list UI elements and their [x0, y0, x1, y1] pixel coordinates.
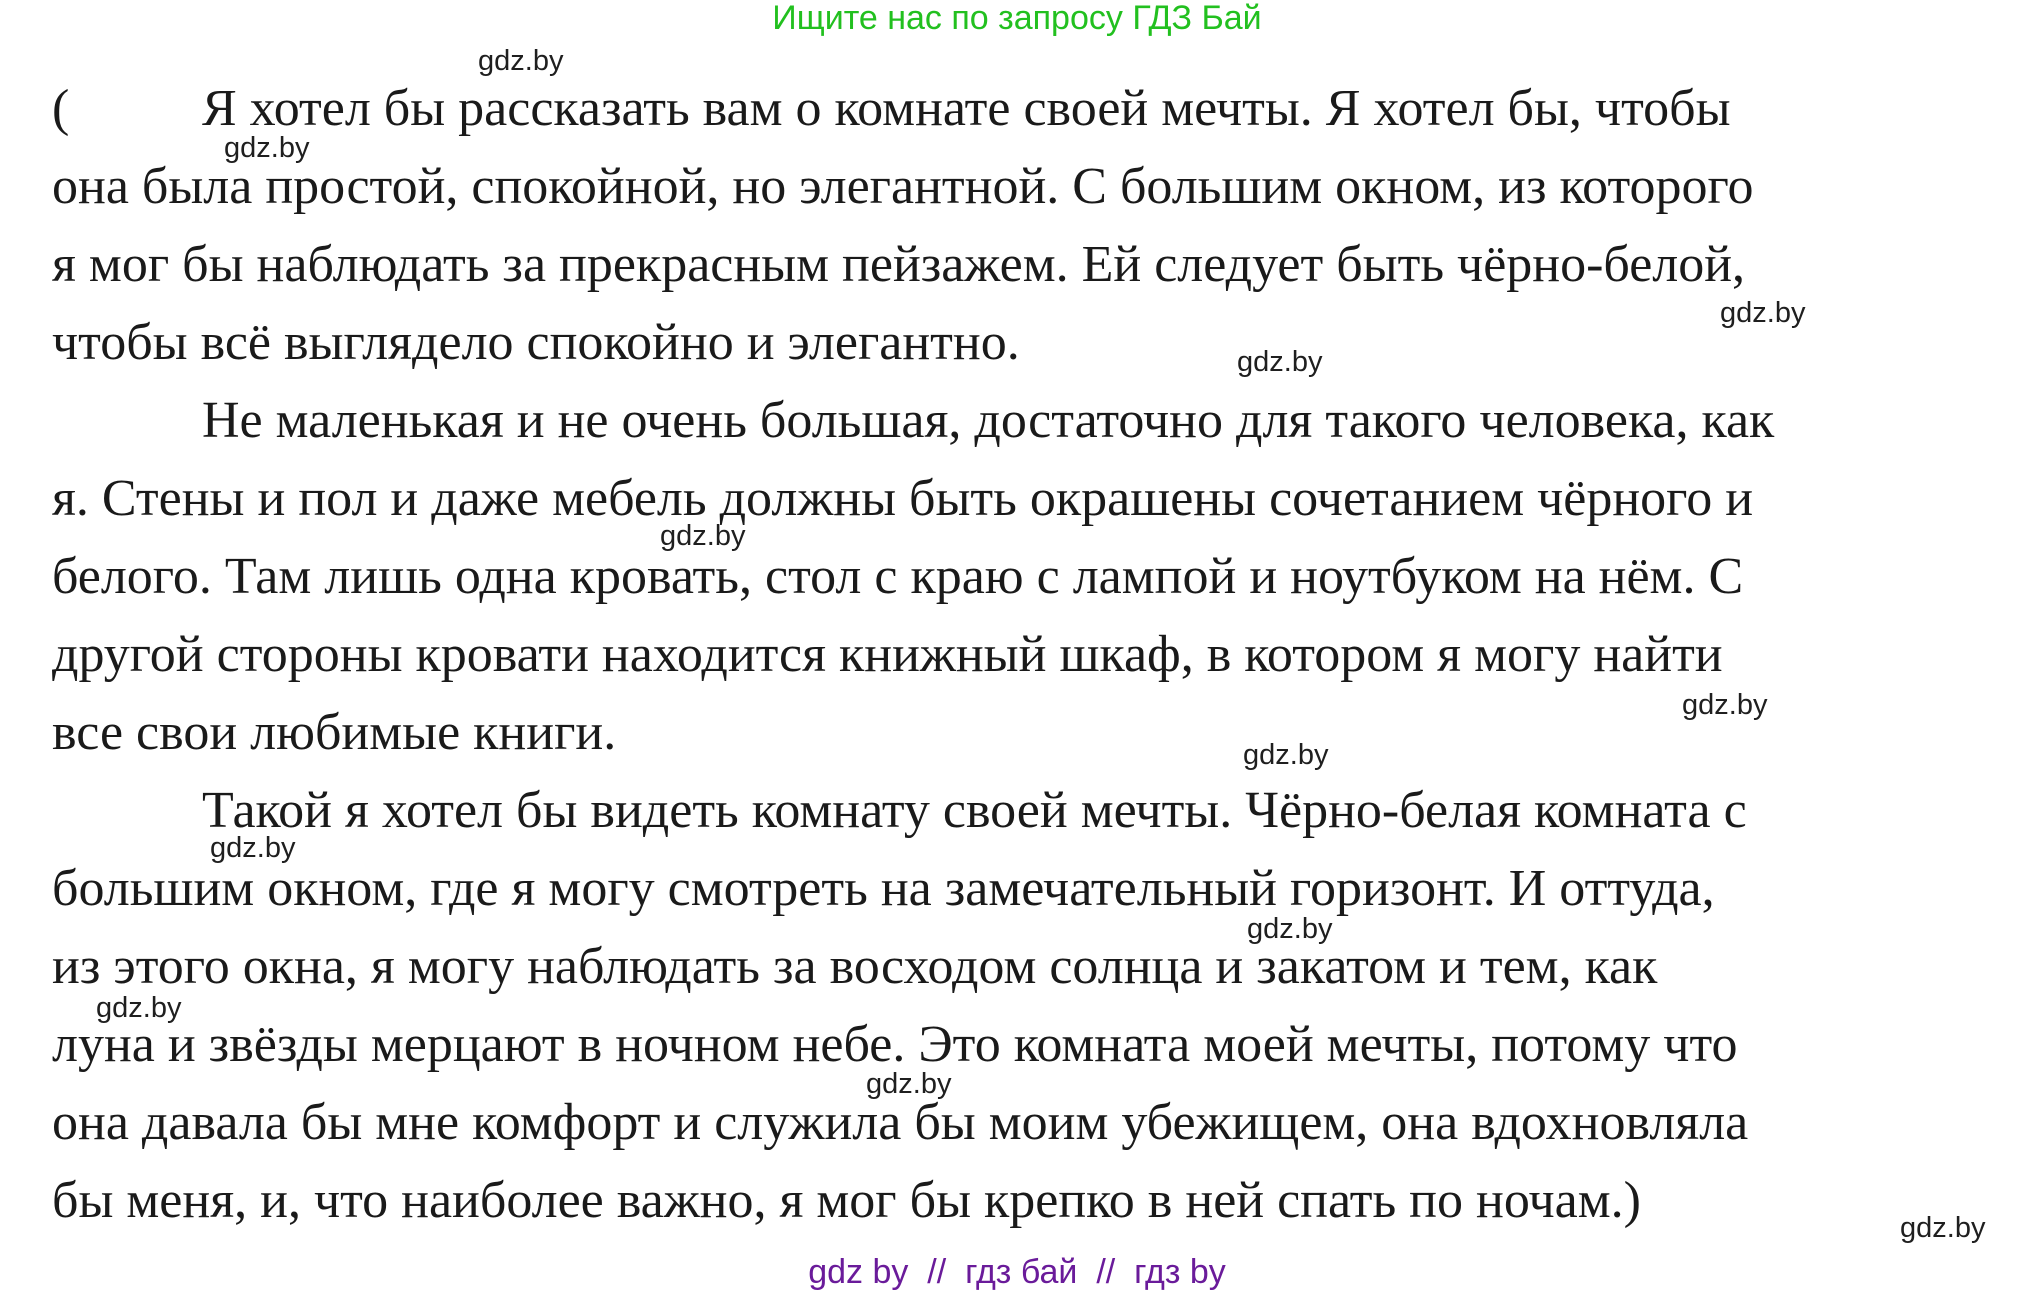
essay-line: большим окном, где я могу смотреть на замечательный горизонт. И оттуда, [52, 860, 1715, 917]
essay-line: все свои любимые книги. [52, 704, 617, 761]
essay-line: луна и звёзды мерцают в ночном небе. Это комната моей мечты, потому что [52, 1016, 1738, 1073]
essay-line: она была простой, спокойной, но элегантной. С большим окном, из которого [52, 158, 1754, 215]
watermark: gdz.by [210, 832, 296, 864]
watermark: gdz.by [1237, 346, 1323, 378]
watermark: gdz.by [866, 1068, 952, 1100]
watermark: gdz.by [1720, 297, 1806, 329]
watermark: gdz.by [660, 520, 746, 552]
essay-line: чтобы всё выглядело спокойно и элегантно. [52, 314, 1020, 371]
watermark: gdz.by [1682, 689, 1768, 721]
top-banner: Ищите нас по запросу ГДЗ Бай [772, 0, 1262, 37]
watermark: gdz.by [478, 45, 564, 77]
watermark: gdz.by [1900, 1212, 1986, 1244]
essay-line: бы меня, и, что наиболее важно, я мог бы крепко в ней спать по ночам.) [52, 1172, 1641, 1229]
watermark: gdz.by [1243, 739, 1329, 771]
essay-line: Такой я хотел бы видеть комнату своей мечты. Чёрно-белая комната с [202, 782, 1747, 839]
essay-line: я мог бы наблюдать за прекрасным пейзажем. Ей следует быть чёрно-белой, [52, 236, 1746, 293]
opening-parenthesis: ( [52, 80, 70, 137]
bottom-banner: gdz by // гдз бай // гдз by [808, 1253, 1226, 1291]
essay-line: белого. Там лишь одна кровать, стол с краю с лампой и ноутбуком на нём. С [52, 548, 1744, 605]
watermark: gdz.by [96, 992, 182, 1024]
watermark: gdz.by [224, 132, 310, 164]
essay-body [52, 70, 2012, 1240]
essay-line: из этого окна, я могу наблюдать за восходом солнца и закатом и тем, как [52, 938, 1658, 995]
essay-line: она давала бы мне комфорт и служила бы моим убежищем, она вдохновляла [52, 1094, 1749, 1151]
essay-line [52, 70, 2012, 148]
essay-line: Не маленькая и не очень большая, достаточно для такого человека, как [202, 392, 1775, 449]
essay-line: другой стороны кровати находится книжный шкаф, в котором я могу найти [52, 626, 1723, 683]
essay-line: я. Стены и пол и даже мебель должны быть окрашены сочетанием чёрного и [52, 470, 1754, 527]
essay-line-text: Я хотел бы рассказать вам о комнате своей мечты. Я хотел бы, чтобы [202, 80, 1731, 137]
watermark: gdz.by [1247, 913, 1333, 945]
